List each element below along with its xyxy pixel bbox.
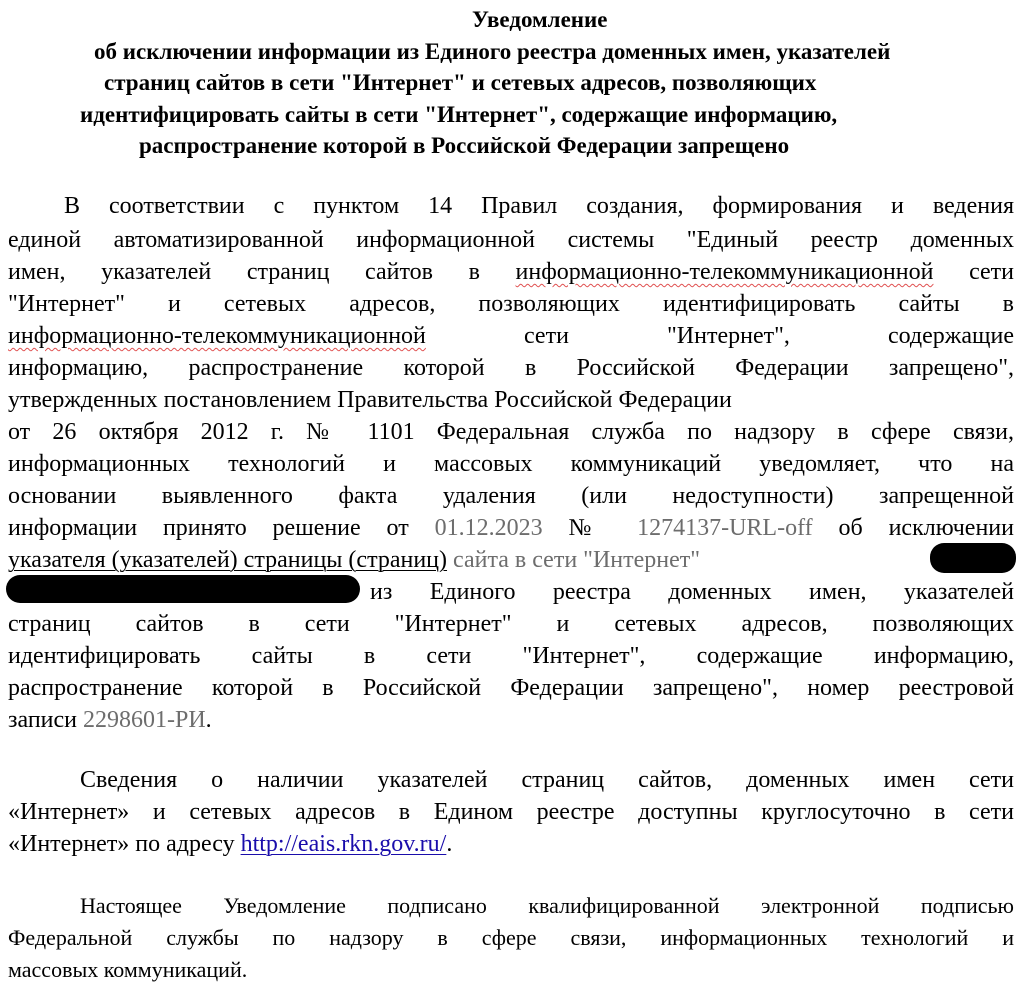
p2-line-1: Сведения о наличии указателей страниц сайтов, доменных имен сети — [80, 767, 1014, 793]
title-line-4: идентифицировать сайты в сети "Интернет", содержащие информацию, — [80, 101, 838, 127]
text-fragment: информации принято решение от — [8, 515, 435, 541]
text-fragment: указателя (указателей) страницы (страниц) — [8, 547, 448, 573]
p1-line-1: В соответствии с пунктом 14 Правил создания, формирования и ведения — [64, 193, 1014, 219]
text-fragment: № — [542, 515, 638, 541]
p1-line-13: из Единого реестра доменных имен, указателей — [370, 579, 1014, 605]
title-line-2: об исключении информации из Единого реестра доменных имен, указателей — [94, 38, 891, 64]
spellcheck-marked-word: информационно-телекоммуникационной — [8, 323, 426, 349]
p3-line-1: Настоящее Уведомление подписано квалифицированной электронной подписью — [80, 893, 1014, 918]
text-fragment: об исключении — [812, 515, 1014, 541]
redaction-block-1 — [930, 543, 1016, 573]
p1-line-4: "Интернет" и сетевых адресов, позволяющих идентифицировать сайты в — [8, 291, 1014, 317]
title-line-1: Уведомление — [472, 7, 608, 32]
site-field-label: сайта в сети "Интернет" — [447, 547, 701, 573]
p1-line-2: единой автоматизированной информационной системы "Единый реестр доменных — [8, 227, 1014, 253]
decision-number: 1274137-URL-off — [637, 515, 813, 541]
p1-line-11 — [8, 513, 1014, 544]
p3-line-2: Федеральной службы по надзору в сфере связи, информационных технологий и — [8, 925, 1014, 950]
registry-number: 2298601-РИ — [83, 707, 206, 733]
decision-date: 01.12.2023 — [434, 515, 543, 541]
p1-line-3 — [8, 257, 1014, 288]
p1-line-12 — [8, 545, 918, 576]
text-fragment: записи — [8, 707, 83, 733]
text-fragment: сети — [933, 259, 1014, 285]
title-line-3: страниц сайтов в сети "Интернет" и сетевых адресов, позволяющих — [104, 70, 817, 95]
title-line-5: распространение которой в Российской Федерации запрещено — [139, 133, 790, 158]
text-fragment: . — [446, 831, 453, 857]
text-fragment: сети "Интернет", содержащие — [425, 323, 1014, 349]
p1-line-7: утвержденных постановлением Правительства Российской Федерации — [8, 387, 732, 413]
p2-line-3 — [8, 829, 1014, 860]
p3-line-3: массовых коммуникаций. — [8, 957, 248, 982]
registry-link[interactable]: http://eais.rkn.gov.ru/ — [240, 831, 447, 857]
text-fragment: . — [205, 707, 212, 733]
p1-line-15: идентифицировать сайты в сети "Интернет", содержащие информацию, — [8, 643, 1014, 669]
p2-line-2: «Интернет» и сетевых адресов в Едином реестре доступны круглосуточно в сети — [8, 799, 1014, 825]
p1-line-8: от 26 октября 2012 г. № 1101 Федеральная служба по надзору в сфере связи, — [8, 419, 1014, 445]
redaction-block-2 — [6, 575, 360, 603]
p1-line-6: информацию, распространение которой в Российской Федерации запрещено", — [8, 355, 1014, 381]
spellcheck-marked-word: информационно-телекоммуникационной — [515, 259, 934, 285]
p1-line-10: основании выявленного факта удаления (или недоступности) запрещенной — [8, 483, 1014, 509]
p1-line-5 — [8, 321, 1014, 352]
text-fragment: «Интернет» по адресу — [8, 831, 241, 857]
text-fragment: имен, указателей страниц сайтов в — [8, 259, 516, 285]
p1-line-9: информационных технологий и массовых коммуникаций уведомляет, что на — [8, 451, 1014, 477]
p1-line-17 — [8, 705, 1014, 736]
p1-line-14: страниц сайтов в сети "Интернет" и сетевых адресов, позволяющих — [8, 611, 1014, 637]
p1-line-16: распространение которой в Российской Федерации запрещено", номер реестровой — [8, 675, 1014, 701]
